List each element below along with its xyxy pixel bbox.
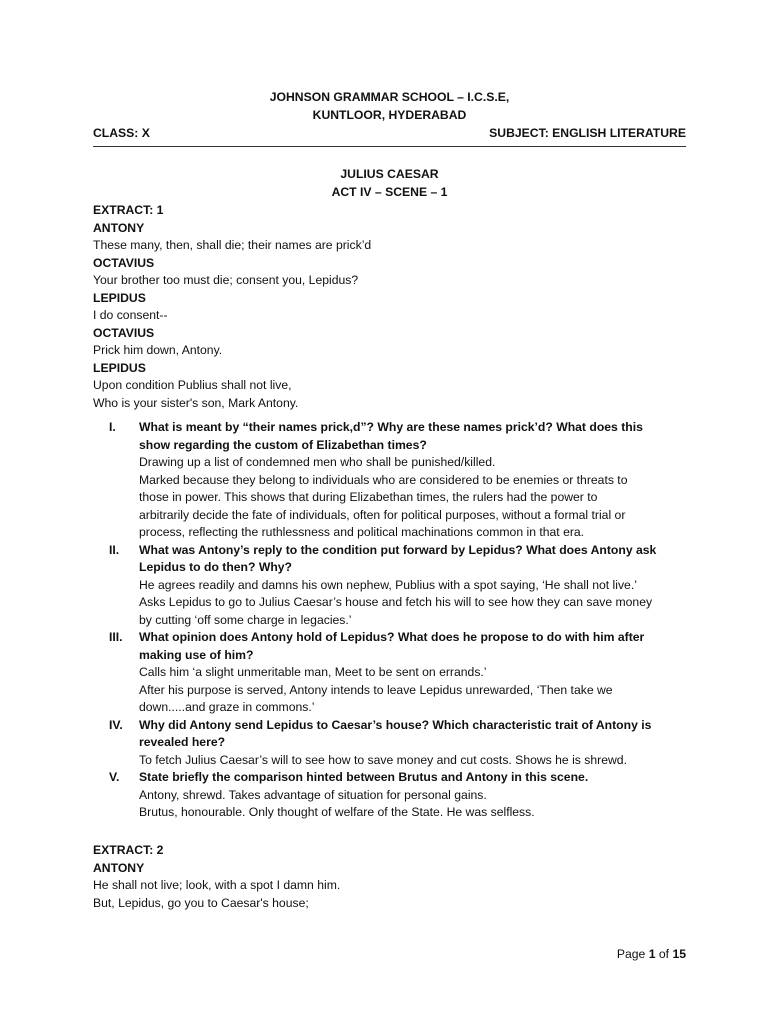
speaker-name: ANTONY (93, 220, 145, 235)
speaker-name: OCTAVIUS (93, 255, 155, 270)
total-pages: 15 (672, 947, 686, 961)
dialogue-line: Upon condition Publius shall not live, (93, 378, 292, 392)
question-item (93, 717, 693, 770)
question-number: I. (109, 420, 116, 434)
answer-text: process, reflecting the ruthlessness and political machinations common in that era. (139, 525, 585, 539)
question-item (93, 419, 693, 542)
extract-heading: EXTRACT: 2 (93, 843, 164, 857)
question-list (93, 419, 693, 822)
answer-text: Marked because they belong to individuals who are considered to be enemies or threats to (139, 472, 628, 487)
question-text: making use of him? (139, 647, 254, 662)
dialogue-line: Who is your sister's son, Mark Antony. (93, 395, 299, 410)
speaker-name: LEPIDUS (93, 290, 146, 305)
answer-text: To fetch Julius Caesar’s will to see how to save money and cut costs. Shows he is shrewd. (139, 752, 627, 767)
dialogue-line: He shall not live; look, with a spot I damn him. (93, 878, 341, 892)
question-text: show regarding the custom of Elizabethan times? (139, 437, 427, 452)
act-scene-title: ACT IV – SCENE – 1 (331, 185, 448, 199)
question-number: IV. (109, 717, 123, 732)
school-name: JOHNSON GRAMMAR SCHOOL – I.C.S.E, (269, 90, 510, 104)
extract-2 (93, 842, 693, 912)
answer-text: After his purpose is served, Antony intends to leave Lepidus unrewarded, ‘Then take we (139, 682, 613, 697)
question-item (93, 542, 693, 630)
page-word: Page (616, 947, 646, 961)
play-title: JULIUS CAESAR (340, 167, 439, 181)
dialogue-line: These many, then, shall die; their names are prick’d (93, 238, 372, 252)
question-text: Why did Antony send Lepidus to Caesar’s house? Which characteristic trait of Antony is (139, 717, 652, 732)
extract-1 (93, 202, 693, 412)
question-number: V. (109, 770, 120, 784)
extract-heading: EXTRACT: 1 (93, 203, 164, 217)
dialogue-line: Prick him down, Antony. (93, 343, 223, 357)
question-number: II. (109, 542, 120, 557)
answer-text: He agrees readily and damns his own nephew, Publius with a spot saying, ‘He shall not live.’ (139, 577, 637, 592)
question-item (93, 629, 693, 717)
school-location: KUNTLOOR, HYDERABAD (312, 108, 467, 122)
answer-text: those in power. This shows that during Elizabethan times, the rulers had the power to (139, 490, 598, 504)
question-text: What is meant by “their names prick,d”? Why are these names prick’d? What does this (139, 420, 643, 434)
answer-text: Antony, shrewd. Takes advantage of situation for personal gains. (139, 787, 487, 802)
answer-text: by cutting ‘off some charge in legacies.’ (139, 612, 352, 627)
answer-text: Calls him ‘a slight unmeritable man, Meet to be sent on errands.’ (139, 665, 487, 679)
current-page: 1 (648, 947, 656, 961)
dialogue-line: But, Lepidus, go you to Caesar's house; (93, 895, 309, 910)
answer-text: Brutus, honourable. Only thought of welfare of the State. He was selfless. (139, 805, 535, 819)
question-text: revealed here? (139, 735, 226, 749)
question-item (93, 769, 693, 822)
question-text: What opinion does Antony hold of Lepidus? What does he propose to do with him after (139, 630, 645, 644)
question-number: III. (109, 630, 123, 644)
answer-text: arbitrarily decide the fate of individuals, often for political purposes, without a formal trial or (139, 507, 626, 522)
question-text: State briefly the comparison hinted between Brutus and Antony in this scene. (139, 770, 589, 784)
header-divider (93, 146, 686, 147)
class-subject-row (93, 125, 686, 143)
class-label: CLASS: X (93, 126, 150, 140)
speaker-name: LEPIDUS (93, 360, 146, 375)
of-word: of (658, 947, 670, 961)
question-text: Lepidus to do then? Why? (139, 560, 292, 574)
answer-text: down.....and graze in commons.’ (139, 700, 315, 714)
speaker-name: ANTONY (93, 860, 145, 875)
answer-text: Asks Lepidus to go to Julius Caesar’s house and fetch his will to see how they can save money (139, 595, 653, 609)
page-number (617, 946, 686, 964)
question-text: What was Antony’s reply to the condition put forward by Lepidus? What does Antony ask (139, 542, 657, 557)
dialogue-line: Your brother too must die; consent you, Lepidus? (93, 273, 359, 287)
speaker-name: OCTAVIUS (93, 325, 155, 340)
subject-label: SUBJECT: ENGLISH LITERATURE (489, 126, 686, 140)
dialogue-line: I do consent-- (93, 308, 168, 322)
answer-text: Drawing up a list of condemned men who shall be punished/killed. (139, 455, 496, 469)
